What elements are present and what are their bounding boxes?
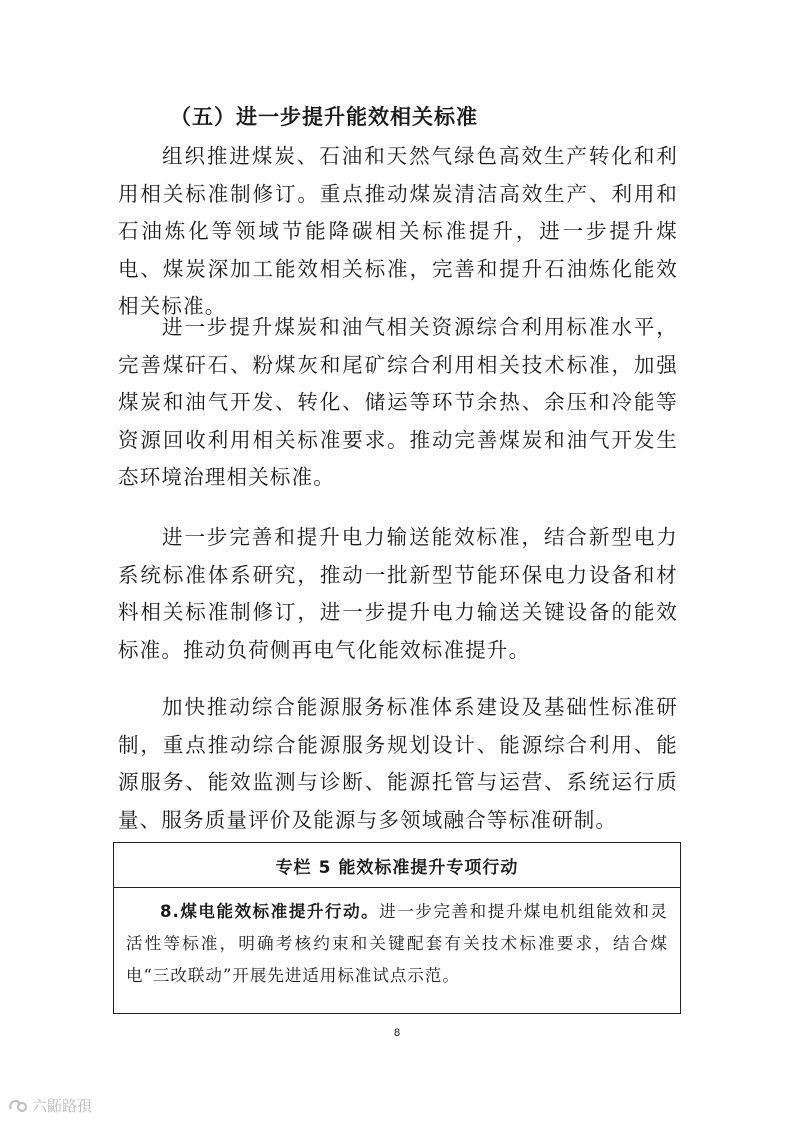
box-text: 进一步完善和提升煤电机组能效和灵活性等标准，明确考核约束和关键配套有关技术标准要求，结合煤电“三改联动”开展先进适用标准试点示范。 [126, 902, 669, 985]
box-title: 专栏 5 能效标准提升专项行动 [114, 843, 680, 888]
watermark-text: 六鼫路孭 [32, 1097, 93, 1115]
paragraph-1: 组织推进煤炭、石油和天然气绿色高效生产转化和利用相关标准制修订。重点推动煤炭清洁高效生产、利用和石油炼化等领域节能降碳相关标准提升，进一步提升煤电、煤炭深加工能效相关标准，完善和提升石油炼化能效相关标准。 [118, 144, 678, 319]
watermark [8, 1095, 92, 1116]
box-body [114, 888, 680, 992]
box-lead: 8.煤电能效标准提升行动。 [160, 902, 380, 921]
section-heading: （五）进一步提升能效相关标准 [170, 105, 478, 129]
paragraph-3: 进一步完善和提升电力输送能效标准，结合新型电力系统标准体系研究，推动一批新型节能环保电力设备和材料相关标准制修订，进一步提升电力输送关键设备的能效标准。推动负荷侧再电气化能效标准提升。 [118, 525, 678, 662]
paragraph-2: 进一步提升煤炭和油气相关资源综合利用标准水平，完善煤矸石、粉煤灰和尾矿综合利用相关技术标准，加强煤炭和油气开发、转化、储运等环节余热、余压和冷能等资源回收利用相关标准要求。推动完善煤炭和油气开发生态环境治理相关标准。 [118, 315, 678, 490]
paragraph-4: 加快推动综合能源服务标准体系建设及基础性标准研制，重点推动综合能源服务规划设计、能源综合利用、能源服务、能效监测与诊断、能源托管与运营、系统运行质量、服务质量评价及能源与多领域融合等标准研制。 [118, 695, 678, 832]
page-number: 8 [393, 1027, 401, 1039]
watermark-logo-icon [8, 1098, 28, 1114]
special-column-box [113, 842, 681, 1014]
